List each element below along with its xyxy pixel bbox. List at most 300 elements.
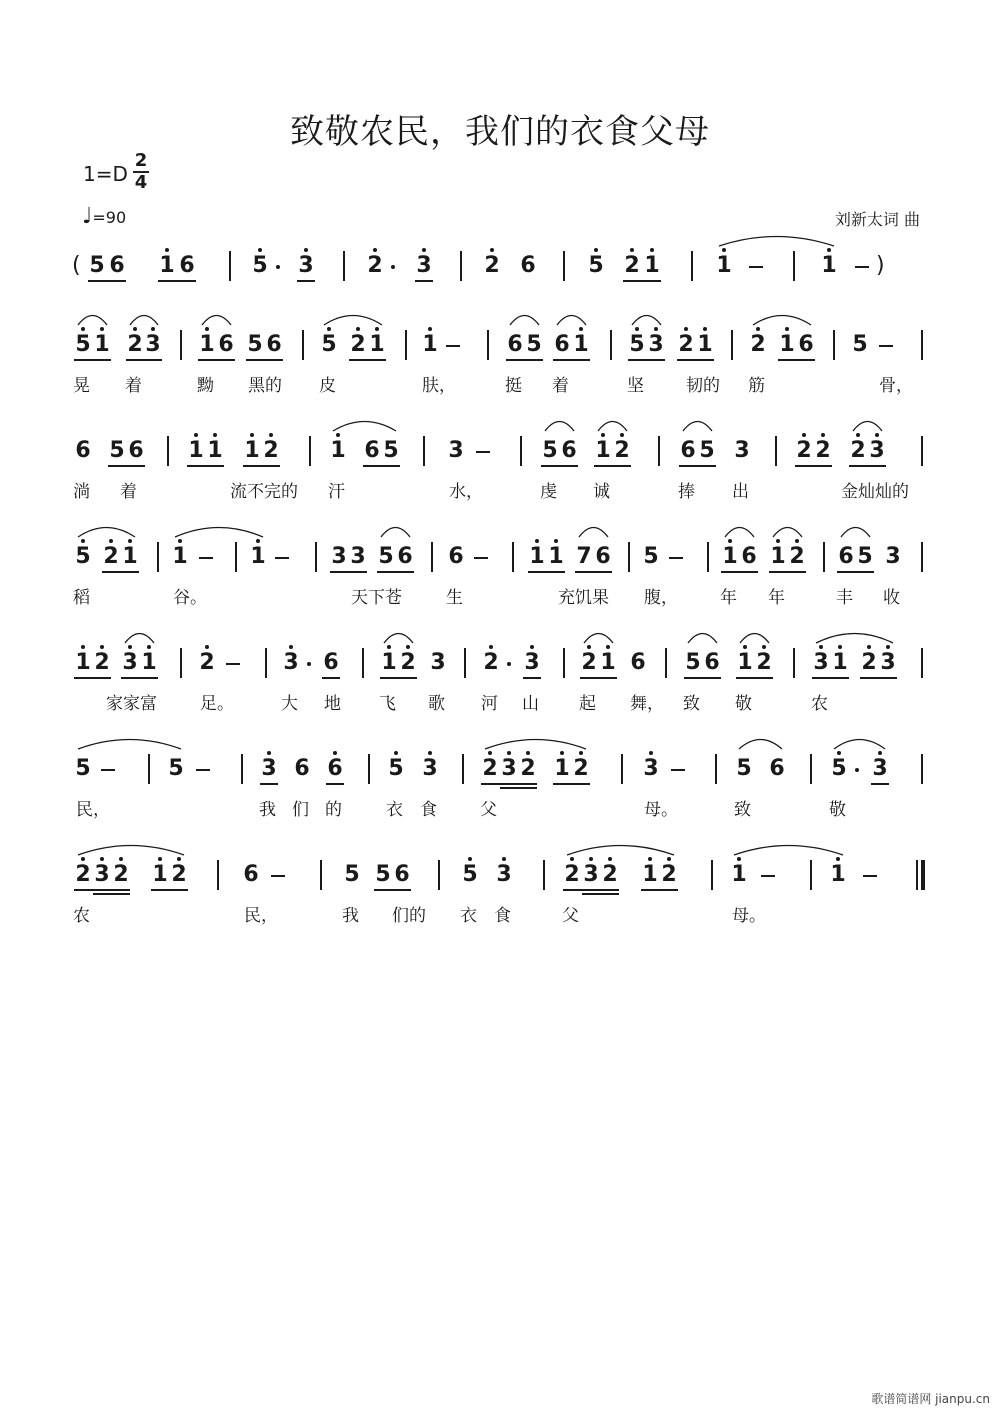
lyric-syllable: 食	[420, 800, 437, 820]
open-paren: (	[72, 253, 81, 278]
high-octave-dot	[100, 327, 104, 331]
high-octave-dot	[250, 433, 254, 437]
lyric-syllable: 民，	[244, 906, 278, 926]
barline	[921, 754, 923, 784]
note: 1	[716, 253, 732, 278]
barline	[438, 860, 440, 890]
barline	[775, 436, 777, 466]
note: 2	[796, 438, 812, 463]
high-octave-dot	[703, 327, 707, 331]
beam-underline	[837, 571, 874, 573]
barline	[921, 542, 923, 572]
note: 3	[422, 756, 438, 781]
high-octave-dot	[827, 248, 831, 252]
high-octave-dot	[488, 751, 492, 755]
high-octave-dot	[560, 751, 564, 755]
note: 6	[394, 862, 410, 887]
quarter-note-icon: ♩	[82, 204, 93, 229]
slur-arc	[77, 842, 185, 856]
note: 2	[750, 332, 766, 357]
note: 2	[756, 650, 772, 675]
lyric-syllable: 致	[683, 694, 700, 714]
note: 5	[109, 438, 125, 463]
high-octave-dot	[289, 645, 293, 649]
beam-underline	[74, 359, 111, 361]
lyric-syllable: 诚	[593, 482, 610, 502]
barline	[423, 436, 425, 466]
note: 1	[369, 332, 385, 357]
slur-arc	[840, 524, 871, 538]
note: 3	[880, 650, 896, 675]
barline	[241, 754, 243, 784]
note: 5	[388, 756, 404, 781]
barline	[464, 648, 466, 678]
slur-arc	[124, 630, 155, 644]
tempo-value: =90	[92, 208, 127, 227]
barline	[315, 542, 317, 572]
note: 2	[75, 862, 91, 887]
high-octave-dot	[468, 857, 472, 861]
high-octave-dot	[608, 857, 612, 861]
augmentation-dot	[855, 768, 859, 772]
note: 2	[103, 544, 119, 569]
beam-underline	[594, 465, 631, 467]
note: 6	[554, 332, 570, 357]
lyric-syllable: 黝	[197, 376, 214, 396]
note: 5	[252, 253, 268, 278]
barline	[368, 754, 370, 784]
slur-arc	[509, 312, 540, 326]
lyric-syllable: 农	[811, 694, 828, 714]
note: 5	[736, 756, 752, 781]
beam-underline	[187, 465, 224, 467]
barline	[707, 542, 709, 572]
high-octave-dot	[267, 751, 271, 755]
slur-arc	[852, 418, 883, 432]
high-octave-dot	[375, 327, 379, 331]
note: 2	[678, 332, 694, 357]
lyric-syllable: 我	[259, 800, 276, 820]
close-paren: )	[876, 253, 885, 278]
sustain-dash	[863, 875, 877, 877]
high-octave-dot	[177, 857, 181, 861]
note: 5	[629, 332, 645, 357]
note: 5	[526, 332, 542, 357]
note: 1	[381, 650, 397, 675]
lyric-syllable: 金灿灿的	[841, 482, 909, 502]
lyric-syllable: 腹，	[644, 588, 678, 608]
note: 6	[704, 650, 720, 675]
high-octave-dot	[594, 248, 598, 252]
note: 1	[159, 253, 175, 278]
slur-arc	[583, 630, 614, 644]
high-octave-dot	[119, 857, 123, 861]
beam-underline	[74, 677, 111, 679]
barline	[658, 436, 660, 466]
sustain-dash	[749, 266, 763, 268]
note: 2	[482, 756, 498, 781]
slur-arc	[383, 630, 414, 644]
slur-arc	[323, 312, 383, 326]
high-octave-dot	[490, 248, 494, 252]
barline	[691, 251, 693, 281]
lyric-syllable: 大	[281, 694, 298, 714]
lyric-syllable: 挺	[505, 376, 522, 396]
slur-arc	[556, 312, 587, 326]
high-octave-dot	[165, 248, 169, 252]
high-octave-dot	[737, 857, 741, 861]
note: 2	[483, 650, 499, 675]
beam-underline	[778, 359, 815, 361]
note: 3	[501, 756, 517, 781]
barline	[793, 648, 795, 678]
note: 1	[422, 332, 438, 357]
note: 3	[261, 756, 277, 781]
beam-underline	[575, 571, 612, 573]
note: 6	[179, 253, 195, 278]
high-octave-dot	[81, 857, 85, 861]
high-octave-dot	[428, 327, 432, 331]
high-octave-dot	[194, 433, 198, 437]
note: 1	[330, 438, 346, 463]
barline	[343, 251, 345, 281]
beam-underline	[623, 280, 661, 282]
high-octave-dot	[109, 539, 113, 543]
note: 2	[113, 862, 129, 887]
note: 3	[869, 438, 885, 463]
lyric-syllable: 起	[579, 694, 596, 714]
lyric-syllable: 着	[125, 376, 142, 396]
barline	[563, 648, 565, 678]
note: 6	[448, 544, 464, 569]
high-octave-dot	[587, 645, 591, 649]
barline	[628, 542, 630, 572]
note: 5	[643, 544, 659, 569]
note: 6	[327, 756, 343, 781]
beam-underline	[198, 359, 235, 361]
sustain-dash	[855, 266, 869, 268]
note: 1	[554, 756, 570, 781]
note: 5	[831, 756, 847, 781]
note: 3	[331, 544, 347, 569]
beam-underline	[363, 465, 400, 467]
note: 2	[602, 862, 618, 887]
lyric-syllable: 河	[481, 694, 498, 714]
slur-arc	[77, 524, 136, 538]
slur-arc	[201, 312, 232, 326]
song-title: 致敬农民，我们的衣食父母	[290, 112, 710, 152]
note: 5	[375, 862, 391, 887]
beam-underline	[126, 359, 162, 361]
high-octave-dot	[100, 857, 104, 861]
lyric-syllable: 出	[732, 482, 749, 502]
high-octave-dot	[258, 248, 262, 252]
beam-underline	[380, 677, 417, 679]
note: 6	[769, 756, 785, 781]
slur-arc	[739, 630, 770, 644]
beam-underline	[528, 571, 565, 573]
note: 1	[250, 544, 266, 569]
note: 5	[852, 332, 868, 357]
note: 6	[109, 253, 125, 278]
high-octave-dot	[878, 751, 882, 755]
time-signature-bottom: 4	[134, 172, 148, 193]
note: 3	[648, 332, 664, 357]
note: 6	[630, 650, 646, 675]
high-octave-dot	[502, 857, 506, 861]
barline	[563, 251, 565, 281]
lyric-syllable: 地	[324, 694, 341, 714]
high-octave-dot	[579, 751, 583, 755]
lyric-syllable: 舞，	[630, 694, 664, 714]
slur-arc	[631, 312, 662, 326]
note: 2	[520, 756, 536, 781]
lyric-syllable: 年	[768, 588, 785, 608]
note: 1	[529, 544, 545, 569]
lyric-syllable: 的	[325, 800, 342, 820]
lyric-syllable: 敬	[829, 800, 846, 820]
note: 5	[699, 438, 715, 463]
barline	[823, 542, 825, 572]
slur-arc	[544, 418, 575, 432]
note: 5	[344, 862, 360, 887]
note: 6	[266, 332, 282, 357]
note: 5	[168, 756, 184, 781]
note: 1	[722, 544, 738, 569]
lyric-syllable: 父	[562, 906, 579, 926]
lyric-syllable: 歌	[428, 694, 445, 714]
barline	[715, 754, 717, 784]
lyric-syllable: 父	[480, 800, 497, 820]
beam-underline	[246, 359, 283, 361]
note: 3	[416, 253, 432, 278]
sustain-dash	[669, 557, 683, 559]
lyric-syllable: 年	[720, 588, 737, 608]
augmentation-dot	[276, 265, 280, 269]
high-octave-dot	[649, 751, 653, 755]
lyric-syllable: 坚	[627, 376, 644, 396]
note: 3	[885, 544, 901, 569]
lyric-syllable: 淌	[73, 482, 90, 502]
beam-underline	[121, 677, 158, 679]
barline	[235, 542, 237, 572]
lyric-syllable: 衣	[386, 800, 403, 820]
slur-arc	[578, 524, 609, 538]
beam-underline	[260, 783, 278, 785]
slur-arc	[77, 736, 182, 750]
high-octave-dot	[128, 645, 132, 649]
note: 6	[838, 544, 854, 569]
slur-arc	[718, 233, 835, 247]
high-octave-dot	[147, 645, 151, 649]
slur-arc	[815, 630, 894, 644]
slur-arc	[332, 418, 397, 432]
high-octave-dot	[151, 327, 155, 331]
high-octave-dot	[743, 645, 747, 649]
note: 5	[321, 332, 337, 357]
note: 6	[243, 862, 259, 887]
slur-arc	[174, 524, 264, 538]
note: 1	[731, 862, 747, 887]
high-octave-dot	[867, 645, 871, 649]
key-signature: 1=D	[83, 162, 128, 186]
beam-underline	[326, 783, 344, 785]
slur-arc	[682, 418, 713, 432]
lyric-syllable: 敬	[735, 694, 752, 714]
lyric-syllable: 韧的	[686, 376, 720, 396]
high-octave-dot	[336, 433, 340, 437]
high-octave-dot	[489, 645, 493, 649]
barline	[217, 860, 219, 890]
high-octave-dot	[722, 248, 726, 252]
note: 6	[294, 756, 310, 781]
beam-underline	[563, 889, 619, 891]
high-octave-dot	[579, 327, 583, 331]
note: 5	[462, 862, 478, 887]
beam-underline	[769, 571, 806, 573]
sustain-dash	[196, 769, 210, 771]
note: 3	[283, 650, 299, 675]
beam-underline	[93, 893, 130, 895]
high-octave-dot	[373, 248, 377, 252]
high-octave-dot	[327, 327, 331, 331]
beam-underline	[108, 465, 145, 467]
lyric-syllable: 丰	[836, 588, 853, 608]
slur-arc	[77, 312, 108, 326]
note: 5	[75, 756, 91, 781]
lyric-syllable: 家家富	[106, 694, 157, 714]
sustain-dash	[446, 345, 460, 347]
beam-underline	[849, 465, 886, 467]
note: 2	[661, 862, 677, 887]
final-thin-barline	[916, 860, 918, 890]
note: 1	[122, 544, 138, 569]
note: 6	[218, 332, 234, 357]
sustain-dash	[476, 451, 490, 453]
high-octave-dot	[554, 539, 558, 543]
barline	[180, 330, 182, 360]
note: 2	[367, 253, 383, 278]
beam-underline	[297, 280, 315, 282]
beam-underline	[721, 571, 758, 573]
lyric-syllable: 致	[734, 800, 751, 820]
note: 5	[685, 650, 701, 675]
site-watermark: 歌谱简谱网 jianpu.cn	[871, 1392, 990, 1406]
high-octave-dot	[684, 327, 688, 331]
note: 6	[798, 332, 814, 357]
barline	[810, 754, 812, 784]
barline	[543, 860, 545, 890]
note: 3	[496, 862, 512, 887]
beam-underline	[500, 787, 537, 789]
lyric-syllable: 水，	[449, 482, 483, 502]
lyric-syllable: 足。	[200, 694, 234, 714]
beam-underline	[322, 677, 340, 679]
note: 1	[697, 332, 713, 357]
high-octave-dot	[356, 327, 360, 331]
beam-underline	[641, 889, 678, 891]
note: 5	[75, 544, 91, 569]
composer-credit: 刘新太词 曲	[834, 210, 920, 229]
note: 1	[548, 544, 564, 569]
beam-underline	[871, 783, 889, 785]
barline	[431, 542, 433, 572]
high-octave-dot	[620, 433, 624, 437]
high-octave-dot	[795, 539, 799, 543]
note: 1	[644, 253, 660, 278]
high-octave-dot	[428, 751, 432, 755]
lyric-syllable: 民，	[76, 800, 110, 820]
note: 2	[171, 862, 187, 887]
note: 6	[364, 438, 380, 463]
augmentation-dot	[307, 662, 311, 666]
note: 5	[383, 438, 399, 463]
note: 3	[448, 438, 464, 463]
slur-arc	[597, 418, 628, 432]
barline	[487, 330, 489, 360]
high-octave-dot	[81, 645, 85, 649]
note: 5	[542, 438, 558, 463]
note: 6	[397, 544, 413, 569]
note: 6	[520, 253, 536, 278]
note: 6	[741, 544, 757, 569]
note: 2	[850, 438, 866, 463]
note: 1	[779, 332, 795, 357]
note: 6	[595, 544, 611, 569]
slur-arc	[772, 524, 803, 538]
high-octave-dot	[802, 433, 806, 437]
note: 6	[128, 438, 144, 463]
note: 6	[680, 438, 696, 463]
slur-arc	[484, 736, 587, 750]
high-octave-dot	[601, 433, 605, 437]
high-octave-dot	[650, 248, 654, 252]
lyric-syllable: 着	[552, 376, 569, 396]
lyric-syllable: 飞	[379, 694, 396, 714]
sustain-dash	[226, 663, 240, 665]
beam-underline	[349, 359, 386, 361]
note: 3	[813, 650, 829, 675]
lyric-syllable: 虔	[540, 482, 557, 502]
high-octave-dot	[886, 645, 890, 649]
barline	[731, 330, 733, 360]
high-octave-dot	[838, 645, 842, 649]
beam-underline	[812, 677, 849, 679]
note: 5	[378, 544, 394, 569]
barline	[405, 330, 407, 360]
slur-arc	[687, 630, 718, 644]
high-octave-dot	[630, 248, 634, 252]
note: 3	[122, 650, 138, 675]
note: 2	[400, 650, 416, 675]
barline	[180, 648, 182, 678]
high-octave-dot	[256, 539, 260, 543]
beam-underline	[88, 280, 126, 282]
barline	[711, 860, 713, 890]
note: 3	[350, 544, 366, 569]
beam-underline	[506, 359, 543, 361]
high-octave-dot	[589, 857, 593, 861]
high-octave-dot	[406, 645, 410, 649]
high-octave-dot	[728, 539, 732, 543]
sustain-dash	[199, 557, 213, 559]
lyric-syllable: 食	[494, 906, 511, 926]
note: 2	[564, 862, 580, 887]
note: 1	[199, 332, 215, 357]
note: 2	[350, 332, 366, 357]
slur-arc	[738, 736, 783, 750]
high-octave-dot	[530, 645, 534, 649]
